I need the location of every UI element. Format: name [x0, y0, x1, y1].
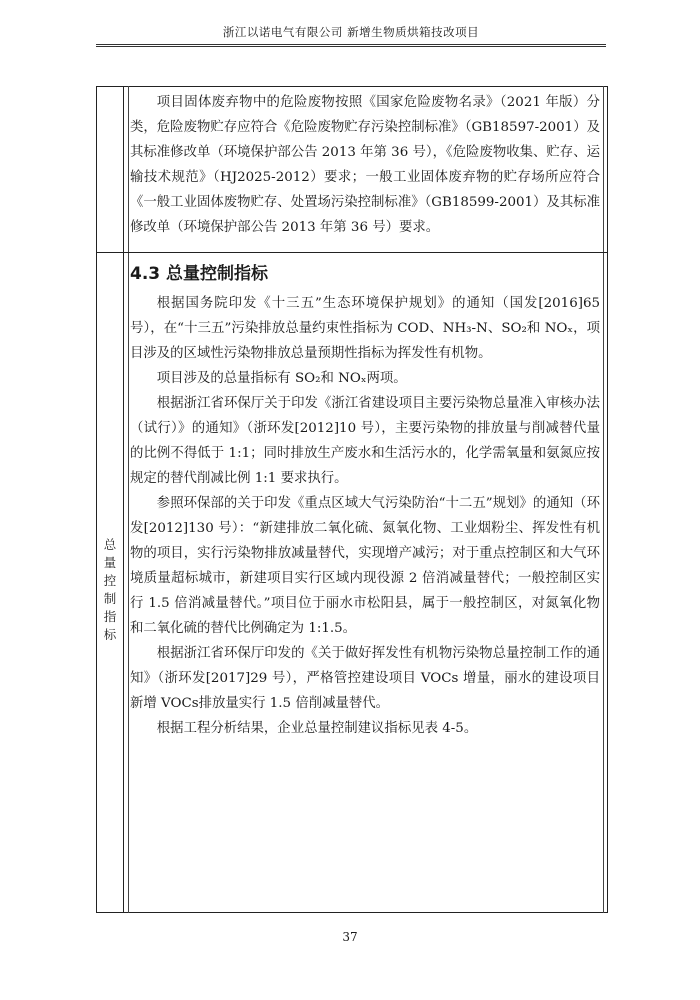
paragraph: 参照环保部的关于印发《重点区域大气污染防治“十二五”规划》的通知（环发[2012]130 号）：“新建排放二氧化硫、氮氧化物、工业烟粉尘、挥发性有机物的项目，实行污染物排放减量替代，实现增产减污；对于重点控制区和大气环境质量超标城市，新建项目实行区域内现役源 2 倍消减量替代；一般控制区实行 1.5 倍消减量替代。”项目位于丽水市松阳县，属于一般控制区，对氮氧化物和二氧化硫的替代比例确定为 1:1.5。 [130, 496, 600, 636]
paragraph: 根据工程分析结果，企业总量控制建议指标见表 4-5。 [156, 721, 478, 736]
left-column-divider [123, 86, 124, 913]
page-header: 浙江以诺电气有限公司 新增生物质烘箱技改项目 [222, 25, 480, 39]
row-separator [96, 252, 608, 253]
row-label-char: 标 [103, 627, 117, 642]
row-label-char: 制 [103, 591, 117, 606]
paragraph: 根据国务院印发《十三五”生态环境保护规划》的通知（国发[2016]65 号），在“十三五”污染排放总量约束性指标为 COD、NH₃-N、SO₂和 NOₓ，项目涉及的区域性污染物排放总量预期性指标为挥发性有机物。 [130, 296, 600, 361]
row-label-char: 量 [103, 555, 117, 570]
section-title: 4.3 总量控制指标 [130, 264, 269, 284]
inner-frame-right [603, 86, 604, 913]
row-label-char: 指 [103, 609, 117, 624]
header-rule [96, 44, 606, 45]
row-label-char: 控 [103, 573, 117, 588]
row-label-char: 总 [103, 537, 117, 552]
paragraph: 根据浙江省环保厅关于印发《浙江省建设项目主要污染物总量准入审核办法（试行）》的通知》（浙环发[2012]10 号），主要污染物的排放量与削减替代量的比例不得低于 1:1；同时排放生产废水和生活污水的，化学需氧量和氨氮应按规定的替代削减比例 1:1 要求执行。 [130, 396, 600, 486]
solid-waste-section [130, 90, 600, 240]
total-control-section [130, 261, 600, 741]
header-rule-double [96, 46, 606, 47]
page-number: 37 [342, 930, 358, 944]
row-label-total-control [98, 536, 122, 644]
paragraph: 根据浙江省环保厅印发的《关于做好挥发性有机物污染物总量控制工作的通知》（浙环发[2017]29 号），严格管控建设项目 VOCs 增量，丽水的建设项目新增 VOCs排放量实行 1.5 倍削减量替代。 [130, 646, 600, 711]
inner-frame-left [128, 86, 129, 913]
paragraph: 项目涉及的总量指标有 SO₂和 NOₓ两项。 [156, 371, 407, 386]
paragraph: 项目固体废弃物中的危险废物按照《国家危险废物名录》（2021 年版）分类，危险废物贮存应符合《危险废物贮存污染控制标准》（GB18597-2001）及其标准修改单（环境保护部公告 2013 年第 36 号），《危险废物收集、贮存、运输技术规范》（HJ2025-2012）要求；一般工业固体废弃物的贮存场所应符合《一般工业固体废物贮存、处置场污染控制标准》（GB18599-2001）及其标准修改单（环境保护部公告 2013 年第 36 号）要求。 [130, 95, 600, 235]
